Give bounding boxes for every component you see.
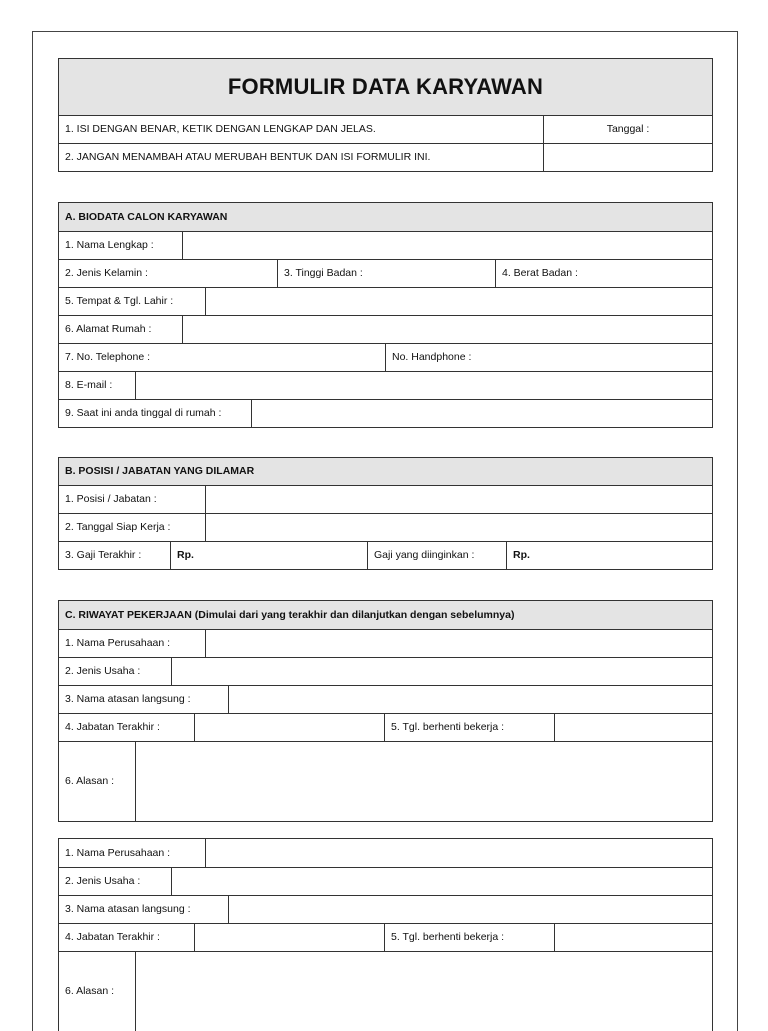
alasan-input[interactable]: [135, 742, 712, 821]
jabatan-label: 4. Jabatan Terakhir :: [65, 721, 160, 734]
perusahaan-label: 1. Nama Perusahaan :: [65, 846, 171, 859]
section-c-heading: [59, 601, 712, 629]
usaha-label: 2. Jenis Usaha :: [65, 665, 141, 678]
tinggal-label: 9. Saat ini anda tinggal di rumah :: [65, 407, 222, 420]
atasan-input[interactable]: [228, 686, 712, 713]
atasan-input[interactable]: [228, 896, 712, 923]
instruction-1: 1. ISI DENGAN BENAR, KETIK DENGAN LENGKAP DAN JELAS.: [65, 123, 376, 136]
gaji-terakhir-input[interactable]: Rp.: [170, 542, 367, 569]
atasan-label: 3. Nama atasan langsung :: [65, 693, 191, 706]
telephone-label[interactable]: 7. No. Telephone :: [65, 351, 151, 364]
jabatan-input[interactable]: [194, 714, 384, 741]
alasan-input[interactable]: [135, 952, 712, 1031]
email-label: 8. E-mail :: [65, 379, 113, 392]
berat-badan-label[interactable]: 4. Berat Badan :: [495, 260, 712, 287]
ttl-input[interactable]: [205, 288, 712, 315]
usaha-input[interactable]: [171, 658, 712, 685]
nama-input[interactable]: [182, 232, 712, 259]
gaji-diinginkan-input[interactable]: Rp.: [506, 542, 712, 569]
posisi-input[interactable]: [205, 486, 712, 513]
form-title: FORMULIR DATA KARYAWAN: [227, 74, 544, 99]
nama-label: 1. Nama Lengkap :: [65, 239, 154, 252]
perusahaan-input[interactable]: [205, 630, 712, 657]
section-a: [58, 202, 713, 428]
berhenti-input[interactable]: [554, 924, 712, 951]
siap-kerja-input[interactable]: [205, 514, 712, 541]
form-header: [58, 58, 713, 172]
berhenti-input[interactable]: [554, 714, 712, 741]
section-b-heading: B. POSISI / JABATAN YANG DILAMAR: [65, 465, 255, 478]
atasan-label: 3. Nama atasan langsung :: [65, 903, 191, 916]
ttl-label: 5. Tempat & Tgl. Lahir :: [65, 295, 174, 308]
section-c-note: (Dimulai dari yang terakhir dan dilanjutkan dengan sebelumnya): [194, 608, 515, 621]
usaha-input[interactable]: [171, 868, 712, 895]
alasan-label: 6. Alasan :: [65, 775, 115, 788]
handphone-label[interactable]: No. Handphone :: [385, 344, 712, 371]
tinggal-input[interactable]: [251, 400, 712, 427]
jabatan-label: 4. Jabatan Terakhir :: [65, 931, 160, 944]
alamat-label: 6. Alamat Rumah :: [65, 323, 152, 336]
usaha-label: 2. Jenis Usaha :: [65, 875, 141, 888]
perusahaan-label: 1. Nama Perusahaan :: [65, 637, 171, 650]
section-c-entry-2: [58, 838, 713, 1031]
title-row: [59, 59, 712, 115]
section-b: [58, 457, 713, 570]
email-input[interactable]: [135, 372, 712, 399]
instruction-2: 2. JANGAN MENAMBAH ATAU MERUBAH BENTUK DAN ISI FORMULIR INI.: [65, 151, 431, 164]
date-input[interactable]: [543, 144, 712, 171]
berhenti-label: 5. Tgl. berhenti bekerja :: [384, 714, 554, 741]
tinggi-badan-label[interactable]: 3. Tinggi Badan :: [277, 260, 495, 287]
section-c-entry-1: [58, 600, 713, 822]
posisi-label: 1. Posisi / Jabatan :: [65, 493, 157, 506]
berhenti-label: 5. Tgl. berhenti bekerja :: [384, 924, 554, 951]
jenis-kelamin-label[interactable]: 2. Jenis Kelamin :: [65, 267, 148, 280]
alamat-input[interactable]: [182, 316, 712, 343]
section-c-title: C. RIWAYAT PEKERJAAN: [65, 608, 192, 621]
gaji-diinginkan-label: Gaji yang diinginkan :: [367, 542, 506, 569]
section-a-heading: A. BIODATA CALON KARYAWAN: [65, 210, 228, 223]
jabatan-input[interactable]: [194, 924, 384, 951]
alasan-label: 6. Alasan :: [65, 985, 115, 998]
gaji-terakhir-label: 3. Gaji Terakhir :: [65, 549, 142, 562]
siap-kerja-label: 2. Tanggal Siap Kerja :: [65, 521, 171, 534]
date-label: Tanggal :: [543, 116, 712, 143]
perusahaan-input[interactable]: [205, 839, 712, 867]
